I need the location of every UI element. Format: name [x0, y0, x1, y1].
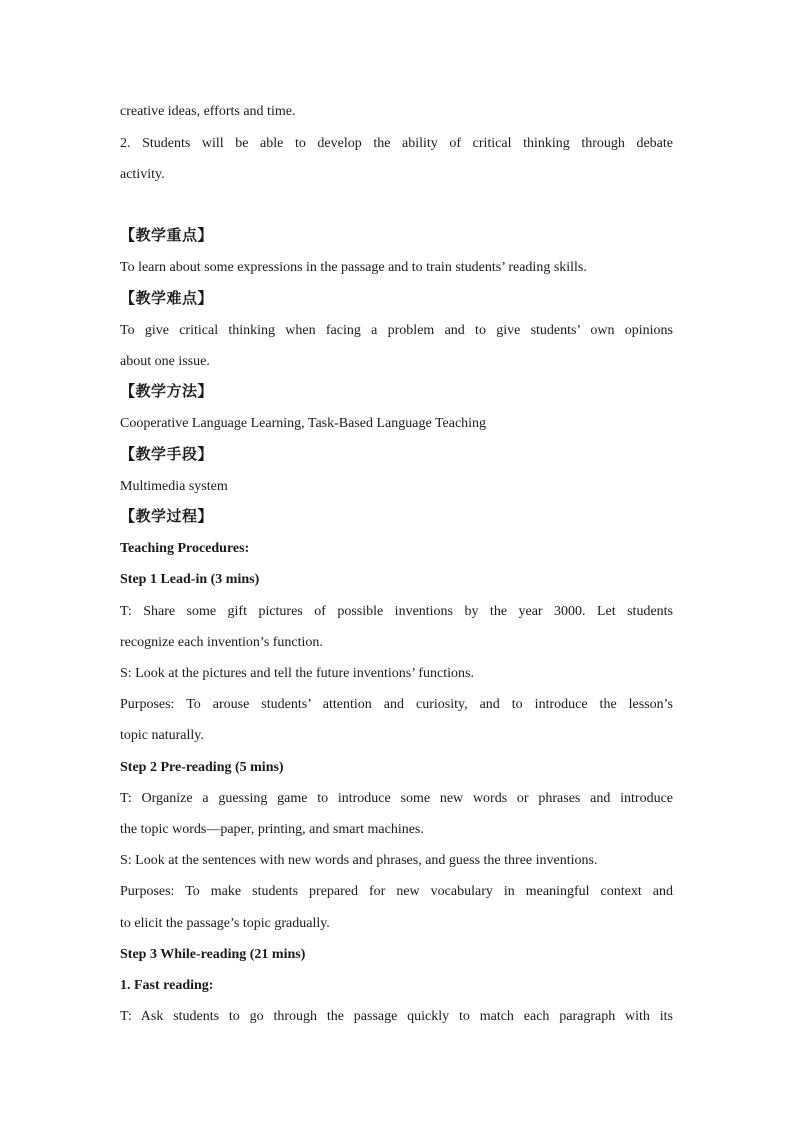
text-line: creative ideas, efforts and time. [120, 104, 296, 119]
text-line: to elicit the passage’s topic gradually. [120, 916, 330, 931]
text-line: the topic words—paper, printing, and smart machines. [120, 822, 424, 837]
text-line: Purposes: To arouse students’ attention and curiosity, and to introduce the lesson’s [120, 697, 673, 712]
text-line: T: Share some gift pictures of possible inventions by the year 3000. Let students [120, 604, 673, 619]
text-line: T: Ask students to go through the passage quickly to match each paragraph with its [120, 1009, 673, 1024]
text-line: 2. Students will be able to develop the ability of critical thinking through debate [120, 136, 673, 151]
section-heading-teaching-means: 【教学手段】 [120, 447, 214, 463]
section-heading-teaching-focus: 【教学重点】 [120, 228, 214, 244]
text-line: S: Look at the pictures and tell the future inventions’ functions. [120, 666, 474, 681]
subheading-teaching-procedures: Teaching Procedures: [120, 541, 250, 556]
text-line: topic naturally. [120, 728, 204, 743]
step-heading-lead-in: Step 1 Lead-in (3 mins) [120, 572, 260, 587]
text-line: Purposes: To make students prepared for new vocabulary in meaningful context and [120, 884, 673, 899]
text-line: recognize each invention’s function. [120, 635, 323, 650]
text-line: To learn about some expressions in the passage and to train students’ reading skills. [120, 260, 587, 275]
subheading-fast-reading: 1. Fast reading: [120, 978, 214, 993]
text-line: To give critical thinking when facing a problem and to give students’ own opinions [120, 323, 673, 338]
text-line: S: Look at the sentences with new words and phrases, and guess the three inventions. [120, 853, 598, 868]
text-line: activity. [120, 167, 165, 182]
text-line: Multimedia system [120, 479, 228, 494]
section-heading-teaching-difficulty: 【教学难点】 [120, 291, 214, 307]
section-heading-teaching-method: 【教学方法】 [120, 384, 214, 400]
step-heading-while-reading: Step 3 While-reading (21 mins) [120, 947, 306, 962]
text-line: Cooperative Language Learning, Task-Based Language Teaching [120, 416, 487, 431]
text-line: T: Organize a guessing game to introduce some new words or phrases and introduce [120, 791, 673, 806]
step-heading-pre-reading: Step 2 Pre-reading (5 mins) [120, 760, 284, 775]
section-heading-teaching-process: 【教学过程】 [120, 509, 214, 525]
text-line: about one issue. [120, 354, 210, 369]
